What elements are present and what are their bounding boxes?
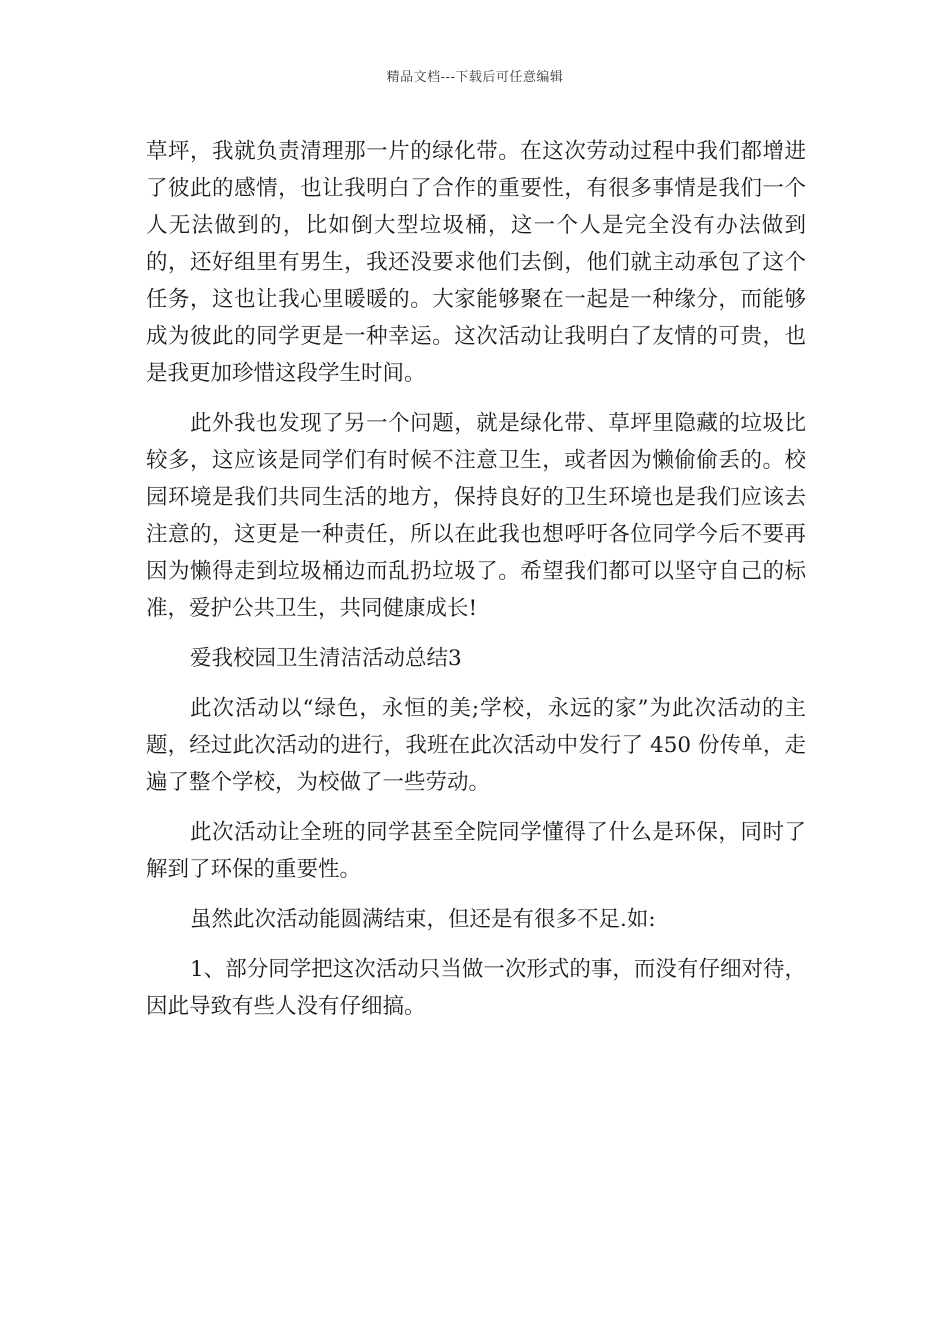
list-item-shortcoming-1: 1、部分同学把这次活动只当做一次形式的事，而没有仔细对待，因此导致有些人没有仔细搞。 <box>146 957 806 1019</box>
paragraph-environmental-awareness: 此次活动让全班的同学甚至全院同学懂得了什么是环保，同时了解到了环保的重要性。 <box>146 820 806 882</box>
paragraph-activity-theme: 此次活动以“绿色，永恒的美;学校，永远的家”为此次活动的主题，经过此次活动的进行，我班在此次活动中发行了 450 份传单，走遍了整个学校，为校做了一些劳动。 <box>146 696 806 795</box>
page-header: 精品文档---下载后可任意编辑 <box>386 70 564 85</box>
section-heading: 爱我校园卫生清洁活动总结3 <box>190 646 462 671</box>
paragraph-shortcomings-intro: 虽然此次活动能圆满结束，但还是有很多不足.如: <box>190 907 656 932</box>
paragraph-continuation: 草坪，我就负责清理那一片的绿化带。在这次劳动过程中我们都增进了彼此的感情，也让我明白了合作的重要性，有很多事情是我们一个人无法做到的，比如倒大型垃圾桶，这一个人是完全没有办法做到的，还好组里有男生，我还没要求他们去倒，他们就主动承包了这个任务，这也让我心里暖暖的。大家能够聚在一起是一种缘分，而能够成为彼此的同学更是一种幸运。这次活动让我明白了友情的可贵，也是我更加珍惜这段学生时间。 <box>146 139 806 386</box>
paragraph-litter-issue: 此外我也发现了另一个问题，就是绿化带、草坪里隐藏的垃圾比较多，这应该是同学们有时候不注意卫生，或者因为懒偷偷丢的。校园环境是我们共同生活的地方，保持良好的卫生环境也是我们应该去注意的，这更是一种责任，所以在此我也想呼吁各位同学今后不要再因为懒得走到垃圾桶边而乱扔垃圾了。希望我们都可以坚守自己的标准，爱护公共卫生，共同健康成长! <box>146 411 806 621</box>
document-body <box>146 133 806 1025</box>
